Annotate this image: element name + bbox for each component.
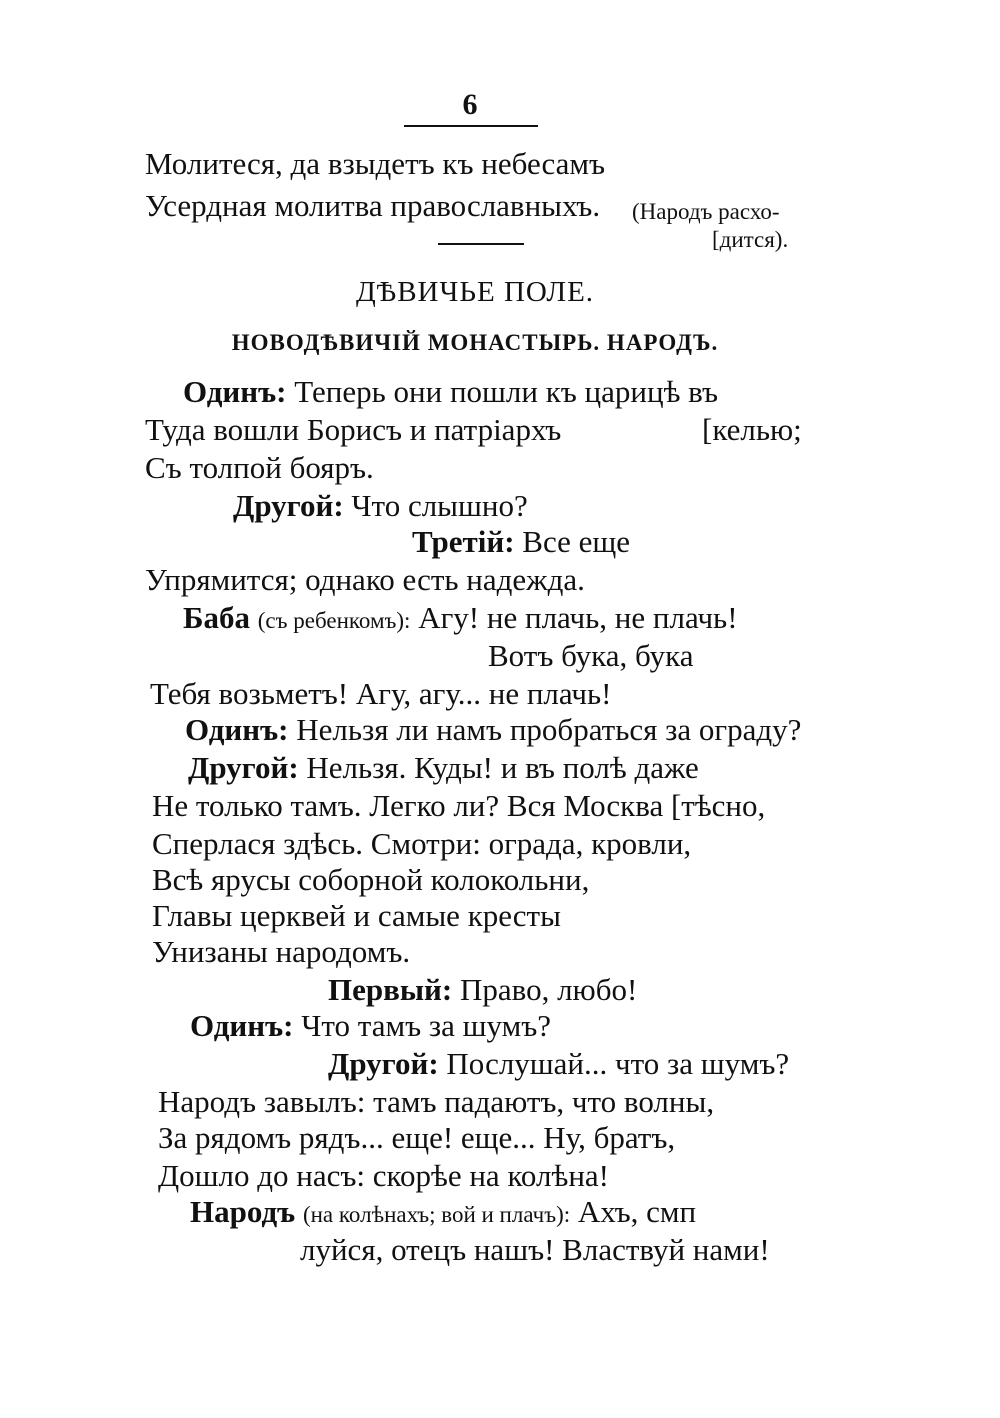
stage-direction: (Народъ расхо-: [632, 199, 780, 224]
verse-text: Туда вошли Борисъ и патріархъ: [145, 412, 562, 447]
verse-text: Сперлася здѣсь. Смотри: ограда, кровли,: [152, 826, 692, 861]
verse-text: Послушай... что за шумъ?: [446, 1046, 790, 1081]
verse-line: [145, 450, 374, 486]
verse-line: [488, 638, 693, 674]
speaker-name: Баба: [183, 600, 250, 635]
verse-text: луйся, отецъ нашъ! Властвуй нами!: [300, 1232, 770, 1267]
verse-line: [152, 862, 589, 898]
verse-line: [152, 934, 410, 970]
verse-text: Дошло до насъ: скорѣе на колѣна!: [158, 1158, 609, 1193]
verse-text: Право, любо!: [460, 972, 638, 1007]
verse-line-end: [келью;: [702, 412, 802, 447]
speaker-name: Одинъ:: [185, 712, 289, 747]
verse-text: Усердная молитва православныхъ.: [145, 188, 601, 223]
verse-line: [158, 1120, 675, 1156]
dialogue-line: [190, 1008, 551, 1044]
speaker-name: Третій:: [412, 524, 515, 559]
speaker-name: Народъ: [190, 1194, 296, 1229]
dialogue-line: [183, 600, 738, 639]
verse-text: Упрямится; однако есть надежда.: [145, 562, 585, 597]
verse-text: Народъ завылъ: тамъ падаютъ, что волны,: [158, 1084, 715, 1119]
verse-line: [152, 898, 561, 934]
dialogue-line: [183, 374, 718, 410]
scene-title: ДѢВИЧЬЕ ПОЛЕ.: [355, 276, 595, 308]
verse-line: [300, 1232, 770, 1268]
verse-line: [145, 146, 605, 182]
verse-line: [145, 412, 561, 448]
stage-direction: [дится).: [712, 227, 789, 252]
verse-line: [150, 676, 611, 712]
dialogue-line: [185, 712, 801, 748]
verse-line: [158, 1158, 609, 1194]
dialogue-line: [412, 524, 630, 560]
dialogue-line: [328, 972, 637, 1008]
verse-text: Нельзя. Куды! и въ полѣ даже: [306, 750, 699, 785]
speaker-name: Другой:: [188, 750, 299, 785]
verse-text: Съ толпой бояръ.: [145, 450, 374, 485]
page-number: 6: [462, 88, 478, 121]
verse-text: Вотъ бука, бука: [488, 638, 694, 673]
verse-text: Тебя возьметъ! Агу, агу... не плачь!: [150, 676, 612, 711]
speaker-name: Другой:: [233, 488, 344, 523]
verse-line: [152, 826, 691, 862]
verse-line: [152, 788, 765, 824]
dialogue-line: [328, 1046, 789, 1082]
verse-text: Главы церквей и самые кресты: [152, 898, 561, 933]
stage-direction: (съ ребенкомъ):: [257, 608, 411, 633]
dialogue-line: [188, 750, 699, 786]
verse-text: Теперь они пошли къ царицѣ въ: [294, 374, 719, 409]
page-number-rule: [404, 125, 538, 127]
verse-line: [158, 1084, 714, 1120]
speaker-name: Другой:: [328, 1046, 439, 1081]
verse-text: За рядомъ рядъ... еще! еще... Ну, братъ,: [158, 1120, 676, 1155]
verse-text: Молитеся, да взыдетъ къ небесамъ: [145, 146, 606, 181]
section-rule: [438, 243, 524, 245]
verse-text: Унизаны народомъ.: [152, 934, 411, 969]
verse-line: [145, 562, 585, 598]
stage-direction: (на колѣнахъ; вой и плачъ):: [302, 1202, 571, 1227]
verse-text: Что слышно?: [351, 488, 528, 523]
verse-text: Всѣ ярусы соборной колокольни,: [152, 862, 590, 897]
verse-text: Нельзя ли намъ пробраться за ограду?: [296, 712, 802, 747]
speaker-name: Первый:: [328, 972, 453, 1007]
dialogue-line: [190, 1194, 696, 1233]
scene-setting: НОВОДѢВИЧІЙ МОНАСТЫРЬ. НАРОДЪ.: [231, 330, 719, 355]
verse-text: Агу! не плачь, не плачь!: [418, 600, 738, 635]
verse-text: Все еще: [522, 524, 630, 559]
verse-text: Ахъ, смп: [577, 1194, 697, 1229]
speaker-name: Одинъ:: [190, 1008, 294, 1043]
verse-text: Не только тамъ. Легко ли? Вся Москва [тѣсно,: [152, 788, 766, 823]
verse-line: [145, 188, 600, 224]
speaker-name: Одинъ:: [183, 374, 287, 409]
verse-text: Что тамъ за шумъ?: [301, 1008, 552, 1043]
dialogue-line: [233, 488, 528, 524]
